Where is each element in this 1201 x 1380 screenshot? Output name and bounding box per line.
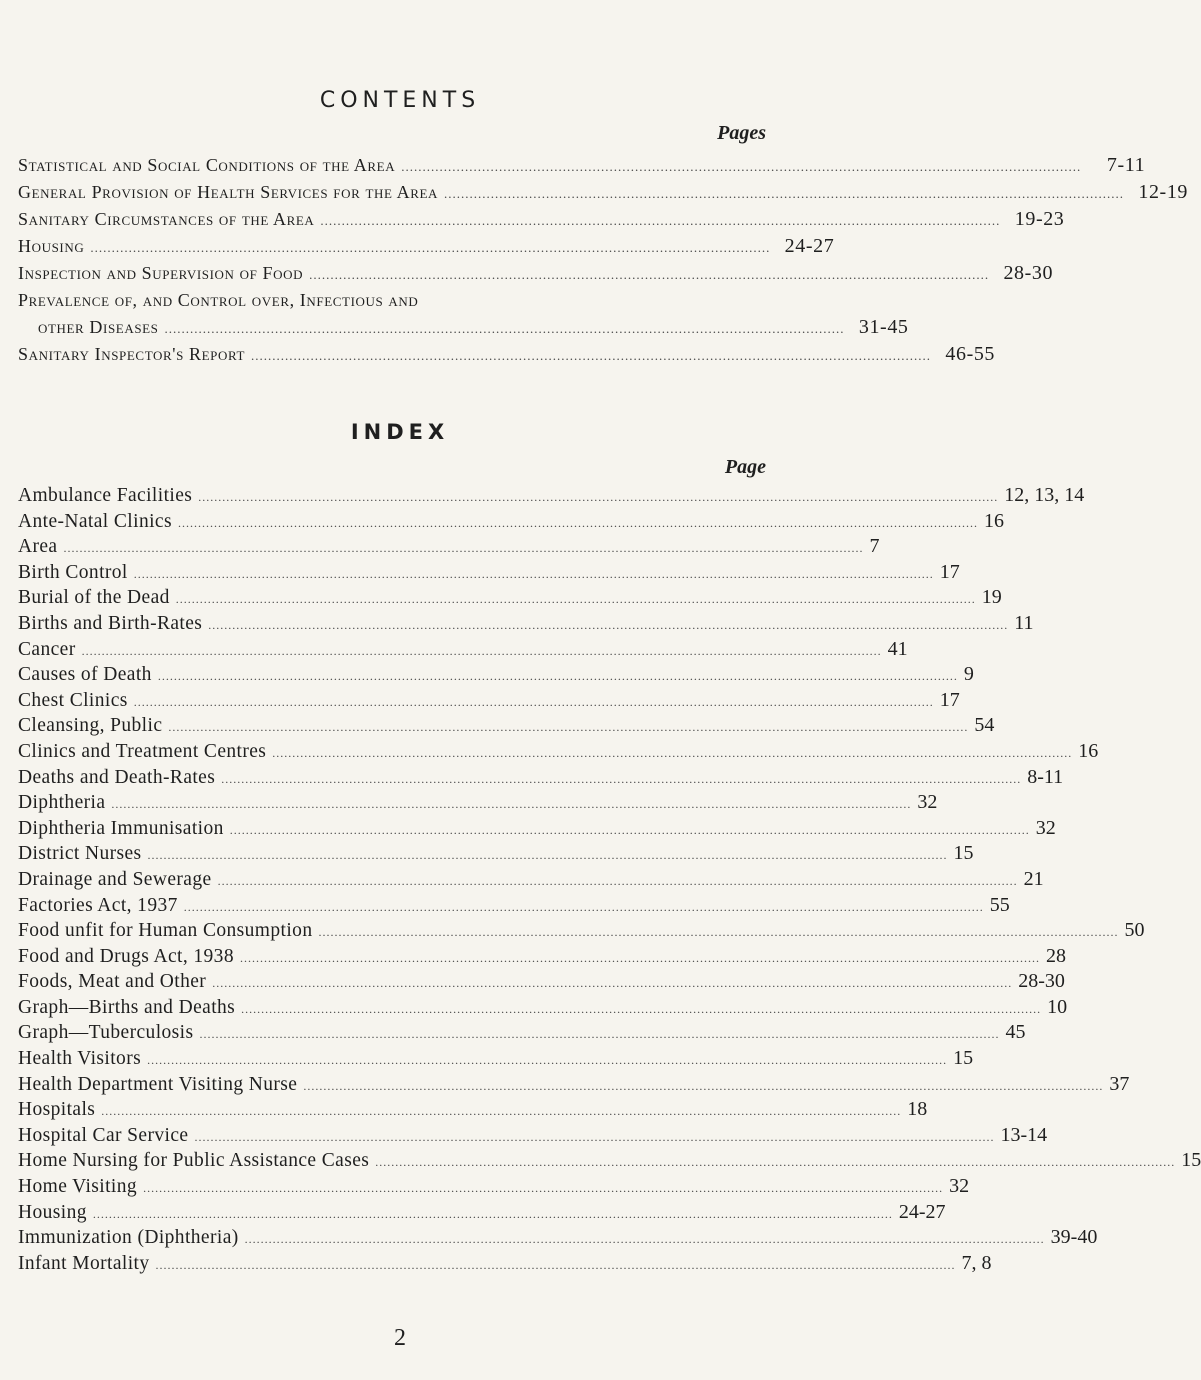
index-entry (18, 1200, 946, 1226)
contents-entry-pages: 28-30 (1003, 262, 1054, 284)
contents-entry-pages: 12-19 (1138, 181, 1189, 203)
dot-leader: ................................................................................................................................................................ (320, 213, 1001, 228)
dot-leader: ........................................................................................................................................................................................................ (318, 925, 1119, 940)
index-entry-pages: 21 (1023, 867, 1044, 890)
index-entry-title: Foods, Meat and Other (18, 971, 207, 993)
dot-leader: ........................................................................................................................................................................................................ (198, 490, 999, 504)
dot-leader: ........................................................................................................................................................................................................ (133, 566, 934, 581)
index-entry (18, 893, 1010, 919)
index-entry-title: District Nurses (18, 843, 142, 865)
index-entry-pages: 24-27 (898, 1200, 946, 1223)
contents-entry (18, 341, 996, 368)
dot-leader: ........................................................................................................................................................................................................ (81, 643, 882, 658)
index-entry-pages: 28 (1045, 944, 1066, 967)
index-entry-pages: 54 (974, 714, 995, 737)
dot-leader: ........................................................................................................................................................................................................ (208, 617, 1009, 632)
dot-leader: ........................................................................................................................................................................................................ (92, 1206, 893, 1221)
index-entry-title: Immunization (Diphtheria) (18, 1227, 239, 1249)
dot-leader: ........................................................................................................................................................................................................ (168, 720, 969, 735)
index-entry-title: Causes of Death (18, 664, 152, 686)
index-entry-pages: 32 (949, 1175, 970, 1198)
index-entry-title: Food and Drugs Act, 1938 (18, 945, 234, 967)
index-entry (18, 585, 1002, 611)
index-entry-title: Burial of the Dead (18, 587, 170, 609)
index-entry (18, 611, 1034, 637)
dot-leader: ........................................................................................................................................................................................................ (63, 541, 864, 556)
index-entry-pages: 45 (1005, 1021, 1026, 1044)
index-entry-pages: 16 (983, 509, 1004, 532)
index-heading: INDEX (350, 420, 450, 444)
dot-leader: ........................................................................................................................................................................................................ (183, 899, 984, 914)
index-entry (18, 1225, 1098, 1251)
contents-entry (18, 260, 1054, 287)
index-entry (18, 662, 974, 688)
index-entry (18, 637, 908, 663)
contents-entry-title: other Diseases (38, 317, 159, 337)
index-entry-pages: 8-11 (1027, 765, 1064, 788)
contents-list (18, 152, 1189, 368)
dot-leader: ........................................................................................................................................................................................................ (212, 976, 1013, 991)
index-entry (18, 867, 1044, 893)
contents-entry-title: Sanitary Circumstances of the Area (18, 209, 315, 229)
dot-leader: ........................................................................................................................................................................................................ (303, 1078, 1104, 1093)
index-entry (18, 534, 880, 560)
index-entry-title: Birth Control (18, 561, 128, 583)
index-entry-pages: 12, 13, 14 (1004, 484, 1085, 506)
index-entry (18, 713, 995, 739)
index-entry-title: Infant Mortality (18, 1252, 150, 1274)
index-entry-title: Births and Birth-Rates (18, 612, 203, 634)
index-entry-title: Home Nursing for Public Assistance Cases (18, 1150, 370, 1172)
contents-heading: CONTENTS (319, 88, 481, 113)
index-entry-pages: 9 (963, 663, 974, 686)
contents-entry (18, 152, 1146, 179)
index-entry (18, 1072, 1130, 1098)
dot-leader: ................................................................................................................................................................ (90, 240, 771, 255)
index-entry-title: Graph—Tuberculosis (18, 1022, 194, 1044)
dot-leader: ........................................................................................................................................................................................................ (133, 694, 934, 709)
index-entry-pages: 28-30 (1018, 970, 1065, 993)
index-entry-title: Diphtheria (18, 792, 106, 814)
contents-entry (18, 206, 1065, 233)
dot-leader: ................................................................................................................................................................ (251, 348, 932, 363)
index-entry-pages: 15 (1181, 1149, 1201, 1172)
dot-leader: ................................................................................................................................................................ (164, 321, 845, 336)
index-entry-title: Diphtheria Immunisation (18, 817, 224, 839)
index-entry (18, 816, 1056, 842)
contents-entry (18, 179, 1189, 206)
dot-leader: ........................................................................................................................................................................................................ (217, 873, 1018, 888)
index-entry (18, 1046, 974, 1072)
index-entry-pages: 37 (1109, 1072, 1130, 1095)
index-entry-title: Cancer (18, 638, 76, 660)
index-entry (18, 841, 974, 867)
index-entry-pages: 17 (939, 688, 960, 711)
index-entry-pages: 10 (1047, 995, 1068, 1018)
index-entry-pages: 18 (907, 1098, 928, 1121)
index-entry-title: Drainage and Sewerage (18, 868, 212, 890)
index-entry-pages: 50 (1124, 919, 1145, 942)
dot-leader: ................................................................................................................................................................ (309, 267, 990, 282)
index-entry-title: Graph—Births and Deaths (18, 996, 236, 1018)
index-entry (18, 509, 1004, 535)
index-entry-pages: 32 (917, 791, 938, 814)
index-entry-title: Chest Clinics (18, 689, 128, 711)
contents-entry-title: Prevalence of, and Control over, Infectious and (18, 290, 419, 310)
index-entry-pages: 15 (953, 842, 974, 865)
dot-leader: ........................................................................................................................................................................................................ (272, 745, 1073, 760)
index-entry-pages: 7 (869, 535, 880, 558)
dot-leader: ........................................................................................................................................................................................................ (111, 797, 912, 812)
index-entry-title: Hospitals (18, 1099, 96, 1121)
index-entry-pages: 11 (1014, 611, 1034, 634)
dot-leader: ........................................................................................................................................................................................................ (194, 1129, 995, 1144)
index-entry (18, 790, 938, 816)
dot-leader: ........................................................................................................................................................................................................ (229, 822, 1030, 837)
index-entry (18, 1123, 1048, 1149)
index-entry (18, 483, 1085, 509)
dot-leader: ........................................................................................................................................................................................................ (175, 592, 976, 607)
index-entry-pages: 41 (887, 637, 908, 660)
contents-entry-pages: 19-23 (1014, 208, 1065, 230)
dot-leader: ........................................................................................................................................................................................................ (244, 1232, 1045, 1247)
dot-leader: ........................................................................................................................................................................................................ (239, 950, 1040, 965)
index-entry-title: Area (18, 536, 58, 558)
index-entry-title: Home Visiting (18, 1176, 138, 1198)
dot-leader: ................................................................................................................................................................ (401, 159, 1082, 174)
index-entry-pages: 16 (1078, 739, 1099, 762)
dot-leader: ........................................................................................................................................................................................................ (157, 669, 958, 684)
index-entry (18, 944, 1066, 970)
index-entry (18, 995, 1068, 1021)
dot-leader: ........................................................................................................................................................................................................ (199, 1027, 1000, 1042)
dot-leader: ........................................................................................................................................................................................................ (221, 771, 1022, 786)
index-entry (18, 918, 1145, 944)
index-entry-pages: 39-40 (1050, 1226, 1098, 1249)
index-entry (18, 1251, 992, 1277)
contents-entry (18, 287, 770, 314)
index-entry (18, 1174, 970, 1200)
index-list (18, 483, 1201, 1276)
contents-entry-title: General Provision of Health Services for the Area (18, 182, 439, 202)
index-entry-pages: 17 (939, 560, 960, 583)
index-entry (18, 1020, 1026, 1046)
index-entry-pages: 32 (1035, 816, 1056, 839)
dot-leader: ........................................................................................................................................................................................................ (147, 848, 948, 863)
contents-entry-pages: 46-55 (945, 343, 996, 365)
index-entry-pages: 15 (953, 1047, 974, 1070)
dot-leader: ........................................................................................................................................................................................................ (101, 1104, 902, 1119)
dot-leader: ........................................................................................................................................................................................................ (177, 515, 978, 530)
contents-pages-column-label: Pages (717, 122, 766, 144)
index-entry-title: Hospital Car Service (18, 1124, 189, 1146)
index-page-column-label: Page (724, 456, 766, 478)
contents-entry (18, 233, 835, 260)
contents-entry-title: Inspection and Supervision of Food (18, 263, 304, 283)
index-entry-title: Cleansing, Public (18, 715, 163, 737)
contents-entry-title: Statistical and Social Conditions of the Area (18, 155, 396, 175)
index-entry-title: Health Department Visiting Nurse (18, 1073, 298, 1095)
index-entry-title: Clinics and Treatment Centres (18, 740, 267, 762)
index-entry (18, 969, 1065, 995)
page-number: 2 (394, 1325, 406, 1351)
index-entry-title: Health Visitors (18, 1048, 142, 1070)
dot-leader: ................................................................................................................................................................ (444, 186, 1125, 201)
index-entry (18, 765, 1064, 791)
index-entry-title: Factories Act, 1937 (18, 894, 178, 916)
index-entry-pages: 55 (989, 893, 1010, 916)
index-entry (18, 1097, 928, 1123)
contents-entry-pages: 24-27 (784, 235, 835, 257)
dot-leader: ........................................................................................................................................................................................................ (147, 1053, 948, 1068)
index-entry-title: Food unfit for Human Consumption (18, 920, 313, 942)
index-entry-title: Housing (18, 1201, 87, 1223)
dot-leader: ........................................................................................................................................................................................................ (241, 1001, 1042, 1016)
dot-leader: ........................................................................................................................................................................................................ (143, 1181, 944, 1196)
index-entry (18, 688, 960, 714)
index-entry-title: Ante-Natal Clinics (18, 510, 172, 532)
contents-entry-title: Sanitary Inspector's Report (18, 344, 246, 364)
contents-entry-pages: 7-11 (1106, 154, 1146, 176)
index-entry-pages: 19 (981, 586, 1002, 609)
index-entry-title: Ambulance Facilities (18, 485, 193, 506)
index-entry (18, 560, 960, 586)
contents-entry (18, 314, 909, 341)
index-entry-pages: 7, 8 (961, 1251, 992, 1274)
contents-entry-pages: 31-45 (858, 316, 909, 338)
contents-entry-title: Housing (18, 236, 85, 256)
index-entry-pages: 13-14 (1000, 1123, 1048, 1146)
index-entry (18, 739, 1099, 765)
dot-leader: ........................................................................................................................................................................................................ (375, 1155, 1176, 1170)
index-entry-title: Deaths and Death-Rates (18, 766, 216, 788)
dot-leader: ........................................................................................................................................................................................................ (155, 1257, 956, 1272)
index-entry (18, 1148, 1201, 1174)
